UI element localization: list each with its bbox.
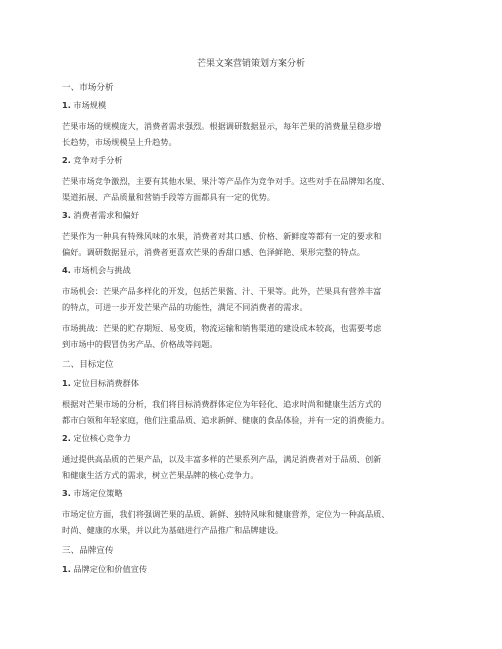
paragraph-line: 都市白领和年轻家庭，他们注重品质、追求新鲜、健康的食品体验，并有一定的消费能力。 [62,415,390,425]
subsection-title: 竞争对手分析 [73,155,123,165]
subsection-title: 市场定位策略 [73,488,123,498]
paragraph-line: 偏好。调研数据显示，消费者更喜欢芒果的香甜口感、色泽鲜艳、果形完整的特点。 [62,247,365,257]
subsection-heading [62,210,139,221]
subsection-number: 3. [62,488,71,498]
paragraph-line: 到市场中的假冒伪劣产品、价格战等问题。 [62,339,218,349]
paragraph-line: 市场定位方面，我们将强调芒果的品质、新鲜、独特风味和健康营养，定位为一种高品质、 [62,509,390,519]
subsection-heading [62,488,123,499]
subsection-number: 3. [62,210,71,220]
paragraph-line: 和健康生活方式的需求，树立芒果品牌的核心竞争力。 [62,470,259,480]
paragraph-line: 时尚、健康的水果，并以此为基础进行产品推广和品牌建设。 [62,525,284,535]
subsection-number: 1. [62,564,71,574]
subsection-number: 2. [62,433,71,443]
subsection-heading [62,433,131,444]
paragraph-line: 芒果市场竞争激烈，主要有其他水果、果汁等产品作为竞争对手。这些对手在品牌知名度、 [62,176,390,186]
section-heading: 一、市场分析 [62,83,114,93]
page-title: 芒果文案营销策划方案分析 [196,59,305,69]
paragraph-line: 芒果市场的规模庞大，消费者需求强烈。根据调研数据显示，每年芒果的消费量呈稳步增 [62,121,382,131]
subsection-number: 2. [62,155,71,165]
paragraph-line: 根据对芒果市场的分析，我们将目标消费群体定位为年轻化、追求时尚和健康生活方式的 [62,399,382,409]
subsection-number: 1. [62,100,71,110]
subsection-title: 定位核心竞争力 [73,433,131,443]
subsection-title: 消费者需求和偏好 [73,210,139,220]
subsection-heading [62,265,131,276]
paragraph-line: 芒果作为一种具有特殊风味的水果，消费者对其口感、价格、新鲜度等都有一定的要求和 [62,231,382,241]
section-heading: 三、品牌宣传 [62,546,114,556]
paragraph-line: 市场机会：芒果产品多样化的开发，包括芒果酱、汁、干果等。此外，芒果具有营养丰富 [62,286,382,296]
subsection-title: 市场机会与挑战 [73,265,131,275]
subsection-heading [62,100,106,111]
subsection-number: 1. [62,378,71,388]
paragraph-line: 的特点，可进一步开发芒果产品的功能性，满足不同消费者的需求。 [62,302,308,312]
subsection-number: 4. [62,265,71,275]
section-heading: 二、目标定位 [62,360,114,370]
subsection-heading [62,155,123,166]
paragraph-line: 渠道拓展、产品质量和营销手段等方面都具有一定的优势。 [62,192,275,202]
paragraph-line: 长趋势，市场规模呈上升趋势。 [62,137,177,147]
subsection-title: 定位目标消费群体 [73,378,139,388]
subsection-heading [62,378,139,389]
paragraph-line: 市场挑战：芒果的贮存期短、易变质，物流运输和销售渠道的建设成本较高，也需要考虑 [62,323,382,333]
paragraph-line: 通过提供高品质的芒果产品，以及丰富多样的芒果系列产品，满足消费者对于品质、创新 [62,454,382,464]
subsection-title: 品牌定位和价值宣传 [73,564,148,574]
subsection-title: 市场规模 [73,100,107,110]
subsection-heading [62,564,147,575]
